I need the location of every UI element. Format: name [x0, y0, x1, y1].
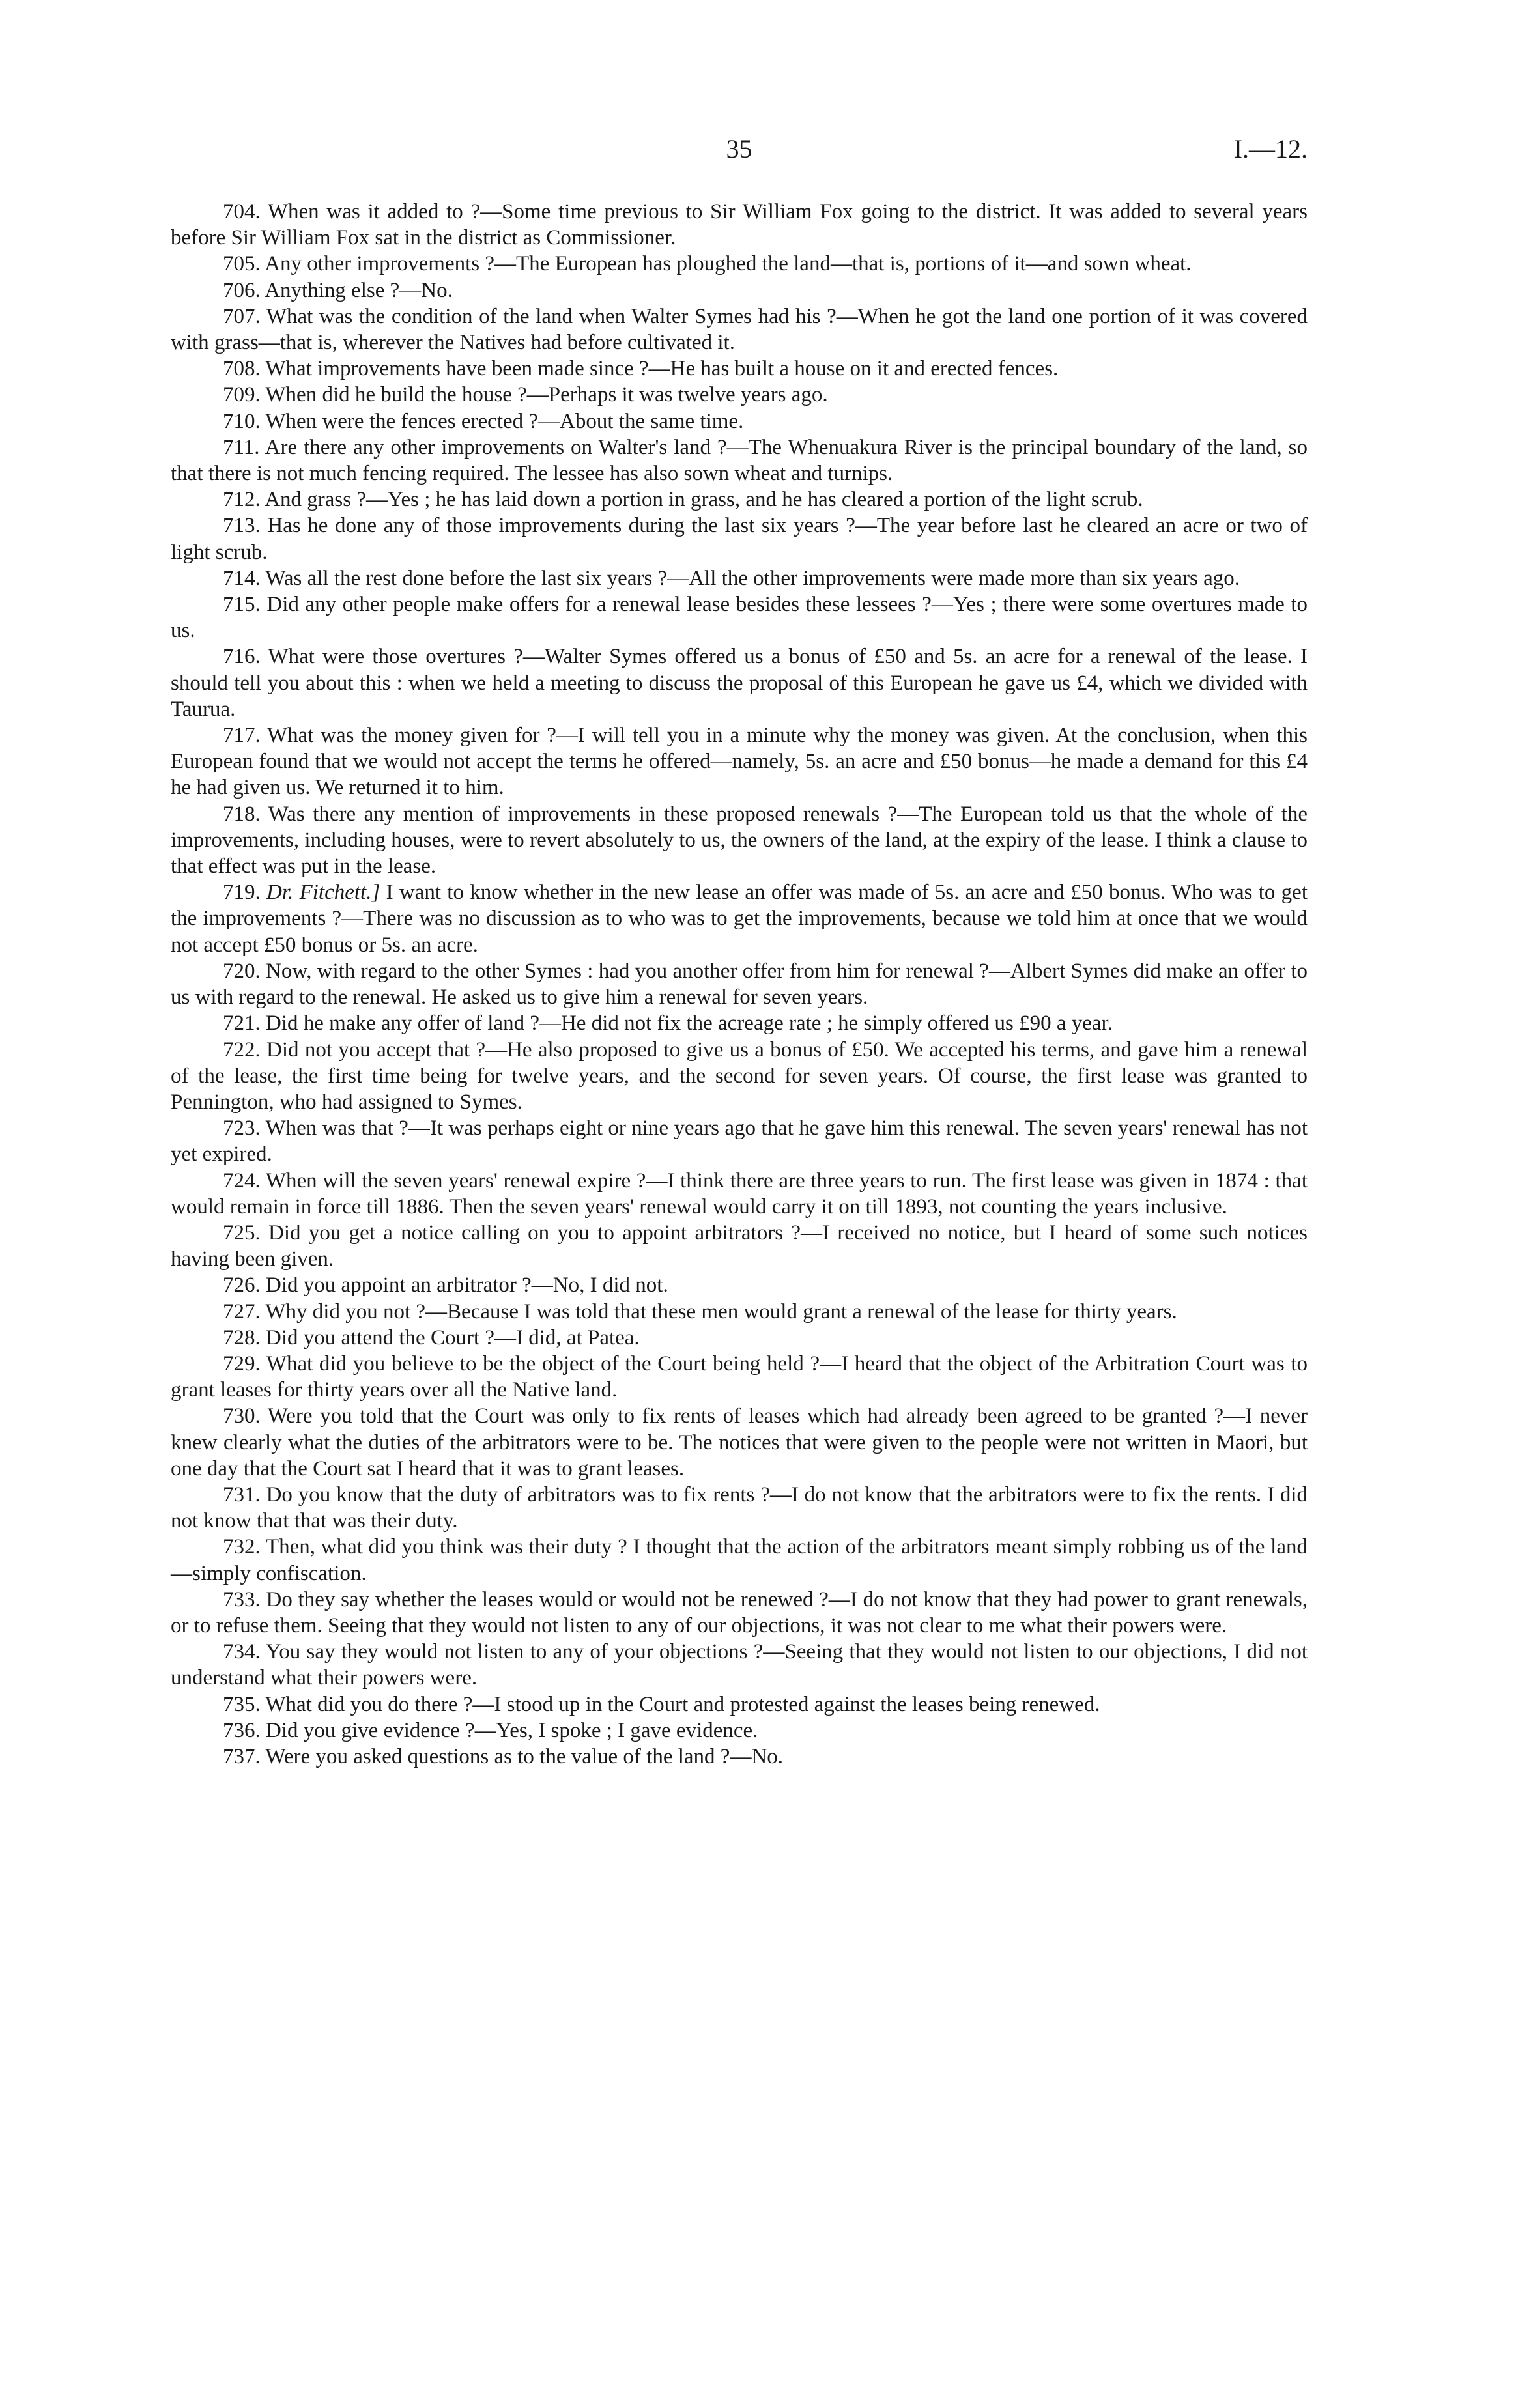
question-answer-text: And grass ?—Yes ; he has laid down a portion in grass, and he has cleared a portion of the light scrub. — [265, 488, 1143, 512]
evidence-paragraph — [171, 644, 1308, 722]
question-answer-text: Do you know that the duty of arbitrators was to fix rents ?—I do not know that the arbitrators were to fix the rents. I did not know that that was their duty. — [171, 1482, 1308, 1533]
question-answer-text: You say they would not listen to any of your objections ?—Seeing that they would not listen to our objections, I did not understand what their powers were. — [171, 1640, 1308, 1690]
question-answer-text: Did you appoint an arbitrator ?—No, I did not. — [266, 1273, 668, 1297]
question-answer-text: Was there any mention of improvements in these proposed renewals ?—The European told us that the whole of the improvements, including houses, were to revert absolutely to us, the owners of the land, at the expiry of the lease. I think a clause to that effect was put in the lease. — [171, 802, 1308, 879]
evidence-paragraph — [171, 958, 1308, 1010]
evidence-paragraph — [171, 1718, 1308, 1744]
question-number: 737. — [223, 1744, 261, 1768]
evidence-paragraph — [171, 722, 1308, 801]
question-answer-text: What did you do there ?—I stood up in the Court and protested against the leases being renewed. — [265, 1692, 1100, 1716]
question-number: 709. — [223, 383, 261, 407]
question-number: 707. — [223, 304, 261, 328]
question-number: 704. — [223, 200, 261, 223]
evidence-paragraph — [171, 434, 1308, 487]
question-number: 721. — [223, 1012, 261, 1036]
question-number: 734. — [223, 1640, 261, 1664]
question-answer-text: Was all the rest done before the last six years ?—All the other improvements were made more than six years ago. — [265, 566, 1240, 590]
question-answer-text: Any other improvements ?—The European has ploughed the land—that is, portions of it—and sown wheat. — [265, 252, 1192, 276]
question-answer-text: What improvements have been made since ?—He has built a house on it and erected fences. — [265, 357, 1059, 381]
evidence-paragraph — [171, 1692, 1308, 1718]
question-number: 712. — [223, 488, 261, 512]
question-answer-text: Did any other people make offers for a renewal lease besides these lessees ?—Yes ; there were some overtures made to us. — [171, 593, 1308, 643]
question-answer-text: Why did you not ?—Because I was told that these men would grant a renewal of the lease for thirty years. — [265, 1299, 1177, 1324]
question-answer-text: I want to know whether in the new lease an offer was made of 5s. an acre and £50 bonus. Who was to get the improvements ?—There was no discussion as to who was to get the improvements, because we told him at once that we would not accept £50 bonus or 5s. an acre. — [171, 881, 1308, 957]
question-number: 705. — [223, 252, 261, 276]
evidence-paragraph — [171, 1168, 1308, 1220]
question-answer-text: What did you believe to be the object of the Court being held ?—I heard that the object of the Arbitration Court was to grant leases for thirty years over all the Native land. — [171, 1352, 1308, 1402]
question-number: 713. — [223, 514, 261, 538]
evidence-paragraph — [171, 1299, 1308, 1325]
question-answer-text: Did you get a notice calling on you to appoint arbitrators ?—I received no notice, but I heard of some such notices having been given. — [171, 1221, 1308, 1271]
evidence-paragraph — [171, 277, 1308, 304]
question-number: 735. — [223, 1692, 261, 1716]
evidence-paragraph — [171, 879, 1308, 958]
question-number: 717. — [223, 724, 261, 748]
question-answer-text: Anything else ?—No. — [265, 278, 453, 302]
evidence-paragraph — [171, 1587, 1308, 1639]
page-header — [171, 134, 1308, 179]
question-number: 722. — [223, 1038, 261, 1062]
question-number: 736. — [223, 1718, 261, 1742]
question-answer-text: Did not you accept that ?—He also proposed to give us a bonus of £50. We accepted his terms, and gave him a renewal of the lease, the first time being for twelve years, and the second for seven years. Of course, the first lease was granted to Pennington, who had assigned to Symes. — [171, 1038, 1308, 1114]
question-number: 719. — [223, 881, 261, 905]
question-answer-text: Did he make any offer of land ?—He did not fix the acreage rate ; he simply offered us £90 a year. — [266, 1012, 1113, 1036]
evidence-paragraph — [171, 1534, 1308, 1586]
question-answer-text: Then, what did you think was their duty ? I thought that the action of the arbitrators meant simply robbing us of the land—simply confiscation. — [171, 1535, 1308, 1585]
paper-reference: I.—12. — [1233, 134, 1308, 163]
question-number: 729. — [223, 1352, 261, 1376]
question-answer-text: Are there any other improvements on Walter's land ?—The Whenuakura River is the principal boundary of the land, so that there is not much fencing required. The lessee has also sown wheat and turnips. — [171, 435, 1308, 486]
question-number: 723. — [223, 1116, 261, 1140]
question-number: 733. — [223, 1587, 261, 1611]
question-answer-text: When did he build the house ?—Perhaps it was twelve years ago. — [265, 383, 828, 407]
question-answer-text: When were the fences erected ?—About the same time. — [265, 409, 744, 433]
evidence-paragraph — [171, 1325, 1308, 1351]
evidence-paragraph — [171, 1115, 1308, 1167]
evidence-paragraph — [171, 513, 1308, 565]
evidence-paragraph — [171, 1010, 1308, 1036]
question-answer-text: Has he done any of those improvements during the last six years ?—The year before last he cleared an acre or two of light scrub. — [171, 514, 1308, 564]
question-answer-text: When was it added to ?—Some time previous to Sir William Fox going to the district. It was added to several years before Sir William Fox sat in the district as Commissioner. — [171, 200, 1308, 250]
question-number: 726. — [223, 1273, 261, 1297]
question-number: 715. — [223, 593, 261, 617]
evidence-paragraph — [171, 1037, 1308, 1116]
question-number: 718. — [223, 802, 261, 826]
evidence-paragraph — [171, 408, 1308, 434]
evidence-paragraph — [171, 591, 1308, 644]
question-answer-text: When will the seven years' renewal expire ?—I think there are three years to run. The first lease was given in 1874 : that would remain in force till 1886. Then the seven years' renewal would carry it on till 1893, not counting the years inclusive. — [171, 1169, 1308, 1219]
question-number: 731. — [223, 1482, 261, 1507]
question-answer-text: Did you give evidence ?—Yes, I spoke ; I gave evidence. — [266, 1718, 758, 1742]
question-number: 708. — [223, 357, 261, 381]
question-number: 711. — [223, 435, 260, 459]
question-number: 706. — [223, 278, 261, 302]
evidence-paragraph — [171, 1482, 1308, 1534]
question-number: 714. — [223, 566, 261, 590]
evidence-paragraph — [171, 1351, 1308, 1403]
question-answer-text: What was the condition of the land when Walter Symes had his ?—When he got the land one portion of it was covered with grass—that is, wherever the Natives had before cultivated it. — [171, 304, 1308, 355]
evidence-paragraph — [171, 304, 1308, 356]
evidence-paragraph — [171, 356, 1308, 382]
evidence-paragraph — [171, 1272, 1308, 1298]
speaker-name: Dr. Fitchett.] — [266, 881, 380, 905]
evidence-text — [171, 199, 1308, 1770]
question-number: 716. — [223, 645, 261, 669]
evidence-paragraph — [171, 199, 1308, 251]
question-number: 724. — [223, 1169, 261, 1193]
question-answer-text: Did you attend the Court ?—I did, at Patea. — [266, 1325, 640, 1350]
question-number: 710. — [223, 409, 261, 433]
evidence-paragraph — [171, 565, 1308, 591]
evidence-paragraph — [171, 1220, 1308, 1272]
evidence-paragraph — [171, 251, 1308, 277]
question-answer-text: Now, with regard to the other Symes : had you another offer from him for renewal ?—Albert Symes did make an offer to us with regard to the renewal. He asked us to give him a renewal for seven years. — [171, 959, 1308, 1010]
evidence-paragraph — [171, 1403, 1308, 1482]
evidence-paragraph — [171, 382, 1308, 408]
question-number: 728. — [223, 1325, 261, 1350]
question-answer-text: Were you asked questions as to the value of the land ?—No. — [265, 1744, 784, 1768]
evidence-paragraph — [171, 1744, 1308, 1770]
question-answer-text: What were those overtures ?—Walter Symes offered us a bonus of £50 and 5s. an acre for a renewal of the lease. I should tell you about this : when we held a meeting to discuss the proposal of this European he gave us £4, which we divided with Taurua. — [171, 645, 1308, 721]
question-answer-text: What was the money given for ?—I will tell you in a minute why the money was given. At the conclusion, when this European found that we would not accept the terms he offered—namely, 5s. an acre and £50 bonus—he made a demand for this £4 he had given us. We returned it to him. — [171, 724, 1308, 800]
question-number: 730. — [223, 1404, 261, 1428]
evidence-paragraph — [171, 487, 1308, 513]
question-answer-text: Do they say whether the leases would or would not be renewed ?—I do not know that they had power to grant renewals, or to refuse them. Seeing that they would not listen to any of our objections, it was not clear to me what their powers were. — [171, 1587, 1308, 1637]
evidence-paragraph — [171, 801, 1308, 880]
question-answer-text: When was that ?—It was perhaps eight or nine years ago that he gave him this renewal. The seven years' renewal has not yet expired. — [171, 1116, 1308, 1167]
question-number: 725. — [223, 1221, 261, 1245]
question-number: 727. — [223, 1299, 261, 1324]
question-answer-text: Were you told that the Court was only to fix rents of leases which had already been agreed to be granted ?—I never knew clearly what the duties of the arbitrators were to be. The notices that were given to the people were not written in Maori, but one day that the Court sat I heard that it was to grant leases. — [171, 1404, 1308, 1480]
question-number: 732. — [223, 1535, 261, 1559]
evidence-paragraph — [171, 1639, 1308, 1691]
question-number: 720. — [223, 959, 261, 983]
page-number: 35 — [726, 134, 752, 163]
